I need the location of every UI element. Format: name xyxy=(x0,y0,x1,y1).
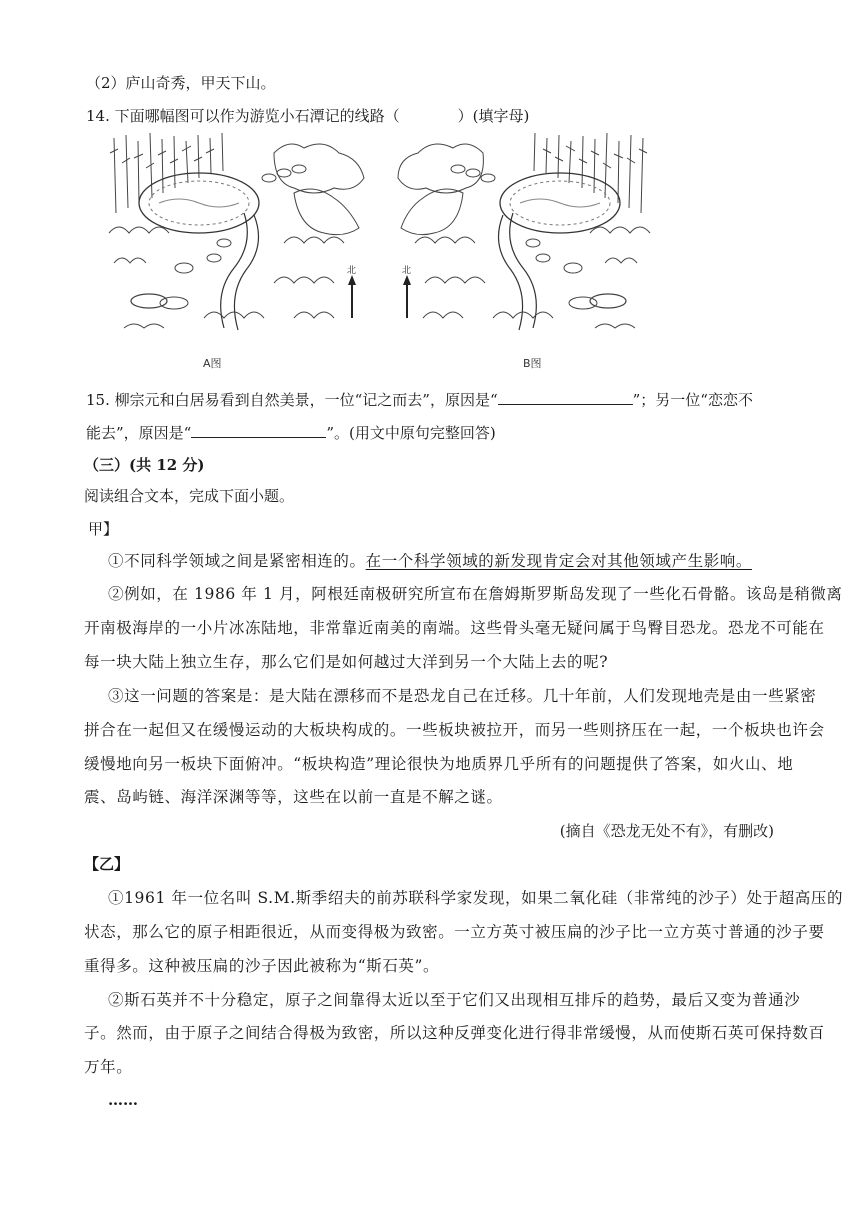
jia-p3-line-1: ③这一问题的答案是：是大陆在漂移而不是恐龙自己在迁移。几十年前，人们发现地壳是由一些紧密 xyxy=(108,687,817,705)
jia-source: (摘自《恐龙无处不有》，有删改) xyxy=(559,822,774,840)
jia-p1-plain: ①不同科学领域之间是紧密相连的。 xyxy=(108,552,366,570)
map-a-north-label: 北 xyxy=(347,266,357,276)
q15-text-2b: ”。(用文中原句完整回答) xyxy=(326,424,496,442)
jia-p2-line-3: 每一块大陆上独立生存，那么它们是如何越过大洋到另一个大陆上去的呢? xyxy=(84,653,609,671)
map-b-image xyxy=(395,133,653,338)
yi-p1-line-2: 状态，那么它的原子相距很近，从而变得极为致密。一立方英寸被压扁的沙子比一立方英寸普通的沙子要 xyxy=(84,923,825,941)
yi-p2-line-1: ②斯石英并不十分稳定，原子之间靠得太近以至于它们又出现相互排斥的趋势，最后又变为普通沙 xyxy=(108,991,801,1009)
map-a-north-arrow xyxy=(348,275,356,318)
jia-label: 甲】 xyxy=(88,520,119,538)
yi-p2-line-2: 子。然而，由于原子之间结合得极为致密，所以这种反弹变化进行得非常缓慢，从而使斯石英可保持数百 xyxy=(84,1024,825,1042)
q15-text-1b: ”；另一位“恋恋不 xyxy=(632,391,753,409)
jia-p2-line-2: 开南极海岸的一小片冰冻陆地，非常靠近南美的南端。这些骨头毫无疑问属于鸟臀目恐龙。恐龙不可能在 xyxy=(84,619,825,637)
map-a-image xyxy=(104,133,374,338)
q14-suffix: ）(填字母) xyxy=(457,107,530,125)
q13-item-2: （2）庐山奇秀，甲天下山。 xyxy=(86,74,276,92)
map-b-north-label: 北 xyxy=(402,266,412,276)
yi-p2-line-3: 万年。 xyxy=(84,1058,133,1076)
q14-prefix: 14. 下面哪幅图可以作为游览小石潭记的线路（ xyxy=(86,107,400,125)
map-b-north-arrow xyxy=(403,275,411,318)
section-3-instruction: 阅读组合文本，完成下面小题。 xyxy=(84,487,295,505)
jia-p3-line-2: 拼合在一起但又在缓慢运动的大板块构成的。一些板块被拉开，而另一些则挤压在一起，一个板块也许会 xyxy=(84,721,825,739)
yi-label: 【乙】 xyxy=(84,855,130,873)
map-a-caption: A图 xyxy=(203,357,222,370)
question-15-line-1 xyxy=(86,388,753,411)
yi-p1-line-1: ①1961 年一位名叫 S.M.斯季绍夫的前苏联科学家发现，如果二氧化硅（非常纯的沙子）处于超高压的 xyxy=(108,889,844,907)
jia-p1-underlined: 在一个科学领域的新发现肯定会对其他领域产生影响。 xyxy=(365,552,753,570)
jia-p2-line-1: ②例如，在 1986 年 1 月，阿根廷南极研究所宣布在詹姆斯罗斯岛发现了一些化石骨骼。该岛是稍微离 xyxy=(108,585,843,603)
map-b-drawing xyxy=(395,133,653,338)
jia-paragraph-1 xyxy=(108,550,752,572)
yi-ellipsis: …… xyxy=(108,1091,138,1109)
jia-p3-line-4: 震、岛屿链、海洋深渊等等，这些在以前一直是不解之谜。 xyxy=(84,788,503,806)
map-a-drawing xyxy=(104,133,374,338)
section-3-heading: （三）(共 12 分) xyxy=(84,456,205,474)
q15-text-1a: 15. 柳宗元和白居易看到自然美景，一位“记之而去”，原因是“ xyxy=(86,391,498,409)
q15-answer-blank-1[interactable] xyxy=(498,388,633,405)
jia-p3-line-3: 缓慢地向另一板块下面俯冲。“板块构造”理论很快为地质界几乎所有的问题提供了答案，如火山、地 xyxy=(84,755,794,773)
yi-p1-line-3: 重得多。这种被压扁的沙子因此被称为“斯石英”。 xyxy=(84,957,440,975)
question-14 xyxy=(86,105,529,127)
map-b-caption: B图 xyxy=(523,357,542,370)
q15-answer-blank-2[interactable] xyxy=(191,421,326,438)
q15-text-2a: 能去”，原因是“ xyxy=(86,424,192,442)
question-15-line-2 xyxy=(86,421,496,444)
